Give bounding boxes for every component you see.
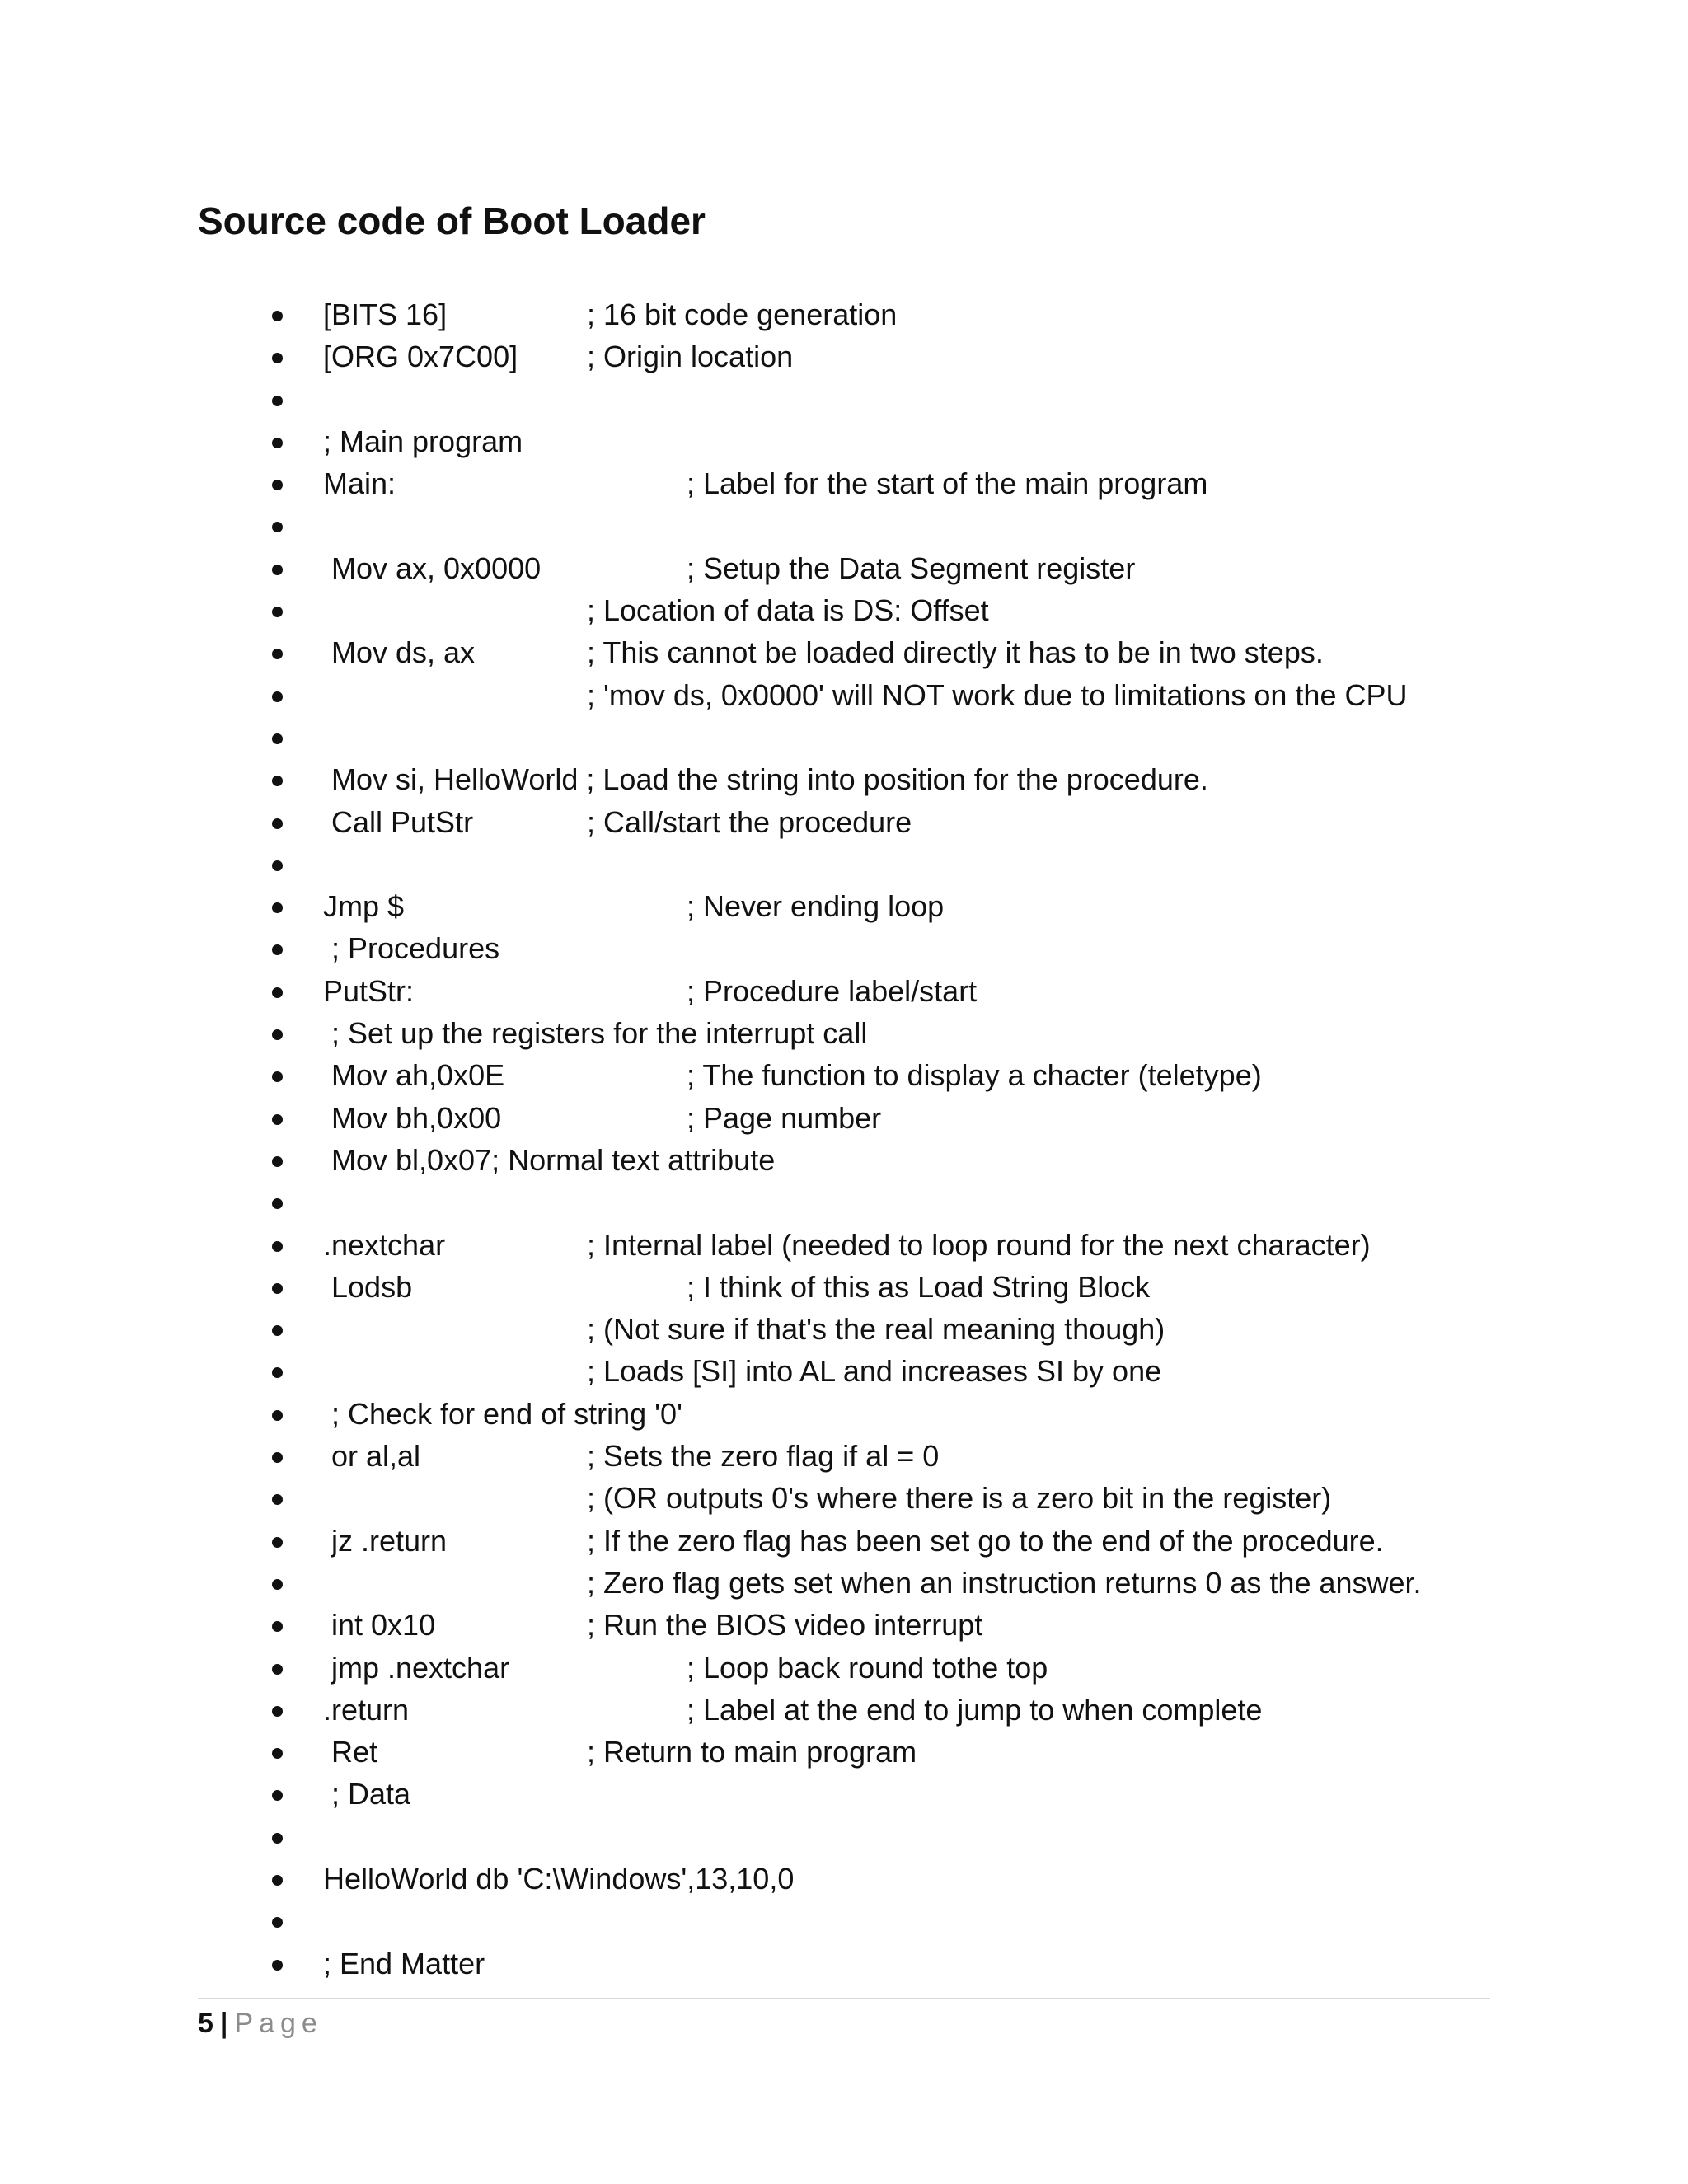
code-line <box>272 378 1508 420</box>
code-text: ; Main program <box>323 424 523 458</box>
code-line <box>272 716 1508 758</box>
page-number: 5 <box>198 2008 213 2039</box>
code-comment: ; The function to display a chacter (teletype) <box>687 1058 1262 1093</box>
code-line <box>272 1604 1508 1646</box>
code-line <box>272 1520 1508 1562</box>
code-comment: ; (Not sure if that's the real meaning though) <box>587 1312 1165 1347</box>
code-line <box>272 1393 1508 1435</box>
code-comment: ; Location of data is DS: Offset <box>587 593 989 628</box>
bullet-icon <box>272 902 283 913</box>
code-line <box>272 1858 1508 1900</box>
code-text: ; End Matter <box>323 1946 485 1980</box>
code-listing <box>272 293 1508 1985</box>
bullet-icon <box>272 1367 283 1378</box>
code-line <box>272 1308 1508 1350</box>
bullet-icon <box>272 565 283 575</box>
code-text: .return <box>323 1692 410 1727</box>
bullet-icon <box>272 1833 283 1844</box>
bullet-icon <box>272 480 283 490</box>
code-comment: ; Loop back round tothe top <box>687 1650 1048 1685</box>
code-comment: ; 16 bit code generation <box>587 298 898 331</box>
bullet-icon <box>272 649 283 659</box>
bullet-icon <box>272 522 283 532</box>
code-line <box>272 843 1508 885</box>
bullet-icon <box>272 311 283 321</box>
code-text: Mov bl,0x07; Normal text attribute <box>331 1142 776 1177</box>
code-text: Mov bh,0x00 <box>331 1100 502 1135</box>
bullet-icon <box>272 776 283 786</box>
code-line <box>272 1900 1508 1942</box>
bullet-icon <box>272 1114 283 1125</box>
code-line <box>272 1266 1508 1308</box>
bullet-icon <box>272 1198 283 1209</box>
code-line <box>272 1224 1508 1266</box>
code-text: Mov ds, ax <box>331 635 476 670</box>
bullet-icon <box>272 607 283 617</box>
code-line <box>272 1477 1508 1519</box>
code-comment: ; Zero flag gets set when an instruction returns 0 as the answer. <box>587 1565 1422 1600</box>
code-line <box>272 1731 1508 1773</box>
code-comment: ; If the zero flag has been set go to the end of the procedure. <box>587 1523 1384 1558</box>
bullet-icon <box>272 1706 283 1717</box>
code-text: ; Procedures <box>331 931 500 966</box>
code-line <box>272 547 1508 589</box>
code-comment: ; Internal label (needed to loop round for the next character) <box>587 1227 1371 1262</box>
code-text: ; Data <box>331 1777 411 1811</box>
code-line <box>272 420 1508 462</box>
bullet-icon <box>272 1410 283 1421</box>
footer-separator: | <box>219 2008 228 2039</box>
code-text: HelloWorld db 'C:\Windows',13,10,0 <box>323 1861 795 1896</box>
code-line <box>272 1435 1508 1477</box>
bullet-icon <box>272 1071 283 1082</box>
code-line <box>272 1139 1508 1181</box>
bullet-icon <box>272 1452 283 1463</box>
bullet-icon <box>272 1960 283 1971</box>
code-comment: ; Run the BIOS video interrupt <box>587 1608 983 1643</box>
bullet-icon <box>272 1790 283 1801</box>
bullet-icon <box>272 1029 283 1040</box>
code-line <box>272 1647 1508 1689</box>
code-text: jz .return <box>331 1523 448 1558</box>
code-comment: ; Origin location <box>587 340 794 374</box>
code-comment: ; Setup the Data Segment register <box>687 551 1136 585</box>
code-line <box>272 631 1508 673</box>
bullet-icon <box>272 1325 283 1336</box>
code-text: ; Set up the registers for the interrupt call <box>331 1016 868 1051</box>
code-comment: ; Procedure label/start <box>687 973 978 1008</box>
code-line <box>272 1773 1508 1815</box>
bullet-icon <box>272 1917 283 1928</box>
code-text: Mov ax, 0x0000 <box>331 551 542 585</box>
code-text: PutStr: <box>323 973 415 1008</box>
code-text: jmp .nextchar <box>331 1650 510 1685</box>
code-line <box>272 1097 1508 1139</box>
bullet-icon <box>272 1579 283 1590</box>
code-comment: ; Label for the start of the main program <box>687 466 1208 501</box>
code-line <box>272 758 1508 800</box>
code-line <box>272 674 1508 716</box>
code-line <box>272 970 1508 1012</box>
code-comment: ; Return to main program <box>587 1735 917 1769</box>
code-line <box>272 1012 1508 1054</box>
bullet-icon <box>272 944 283 955</box>
page-footer <box>198 2003 323 2044</box>
code-line <box>272 293 1508 335</box>
code-comment: ; Page number <box>687 1100 882 1135</box>
bullet-icon <box>272 1283 283 1294</box>
bullet-icon <box>272 860 283 871</box>
code-comment: ; Loads [SI] into AL and increases SI by one <box>587 1354 1162 1389</box>
code-comment: ; Label at the end to jump to when complete <box>687 1692 1263 1727</box>
code-comment: ; Sets the zero flag if al = 0 <box>587 1439 940 1474</box>
bullet-icon <box>272 1748 283 1759</box>
code-line <box>272 1181 1508 1223</box>
code-line <box>272 1054 1508 1096</box>
code-text: Mov ah,0x0E <box>331 1058 505 1093</box>
code-comment: ; Call/start the procedure <box>587 804 912 839</box>
bullet-icon <box>272 1494 283 1505</box>
code-comment: ; 'mov ds, 0x0000' will NOT work due to limitations on the CPU <box>587 677 1408 712</box>
code-line <box>272 885 1508 927</box>
code-line <box>272 504 1508 546</box>
page-label: Page <box>234 2008 323 2039</box>
bullet-icon <box>272 1156 283 1167</box>
code-line <box>272 1562 1508 1604</box>
code-line <box>272 1689 1508 1731</box>
code-text: [BITS 16] <box>323 298 448 331</box>
code-text: Jmp $ <box>323 889 405 924</box>
code-text: [ORG 0x7C00] <box>323 340 518 374</box>
bullet-icon <box>272 1664 283 1675</box>
code-line <box>272 801 1508 843</box>
bullet-icon <box>272 1875 283 1886</box>
bullet-icon <box>272 1537 283 1548</box>
code-text: Main: <box>323 466 396 501</box>
bullet-icon <box>272 691 283 702</box>
code-comment: ; Never ending loop <box>687 889 945 924</box>
code-comment: ; This cannot be loaded directly it has to be in two steps. <box>587 635 1324 670</box>
code-text: Mov si, HelloWorld ; Load the string into position for the procedure. <box>331 762 1208 797</box>
code-line <box>272 462 1508 504</box>
bullet-icon <box>272 438 283 448</box>
code-text: or al,al <box>331 1439 421 1474</box>
bullet-icon <box>272 733 283 744</box>
code-line <box>272 1816 1508 1858</box>
bullet-icon <box>272 396 283 406</box>
page-title: Source code of Boot Loader <box>198 199 706 242</box>
code-text: Lodsb <box>331 1269 413 1304</box>
code-comment: ; (OR outputs 0's where there is a zero bit in the register) <box>587 1481 1332 1516</box>
code-line <box>272 1350 1508 1392</box>
code-text: ; Check for end of string '0' <box>331 1396 682 1431</box>
code-line <box>272 589 1508 631</box>
bullet-icon <box>272 987 283 998</box>
code-comment: ; I think of this as Load String Block <box>687 1269 1151 1304</box>
bullet-icon <box>272 1241 283 1252</box>
code-text: .nextchar <box>323 1227 446 1262</box>
bullet-icon <box>272 1621 283 1632</box>
code-line <box>272 1943 1508 1985</box>
bullet-icon <box>272 818 283 829</box>
code-text: Ret <box>331 1735 378 1769</box>
code-text: Call PutStr <box>331 804 474 839</box>
bullet-icon <box>272 353 283 363</box>
footer-divider <box>198 1998 1490 1999</box>
code-line <box>272 335 1508 377</box>
code-text: int 0x10 <box>331 1608 436 1643</box>
code-line <box>272 927 1508 969</box>
